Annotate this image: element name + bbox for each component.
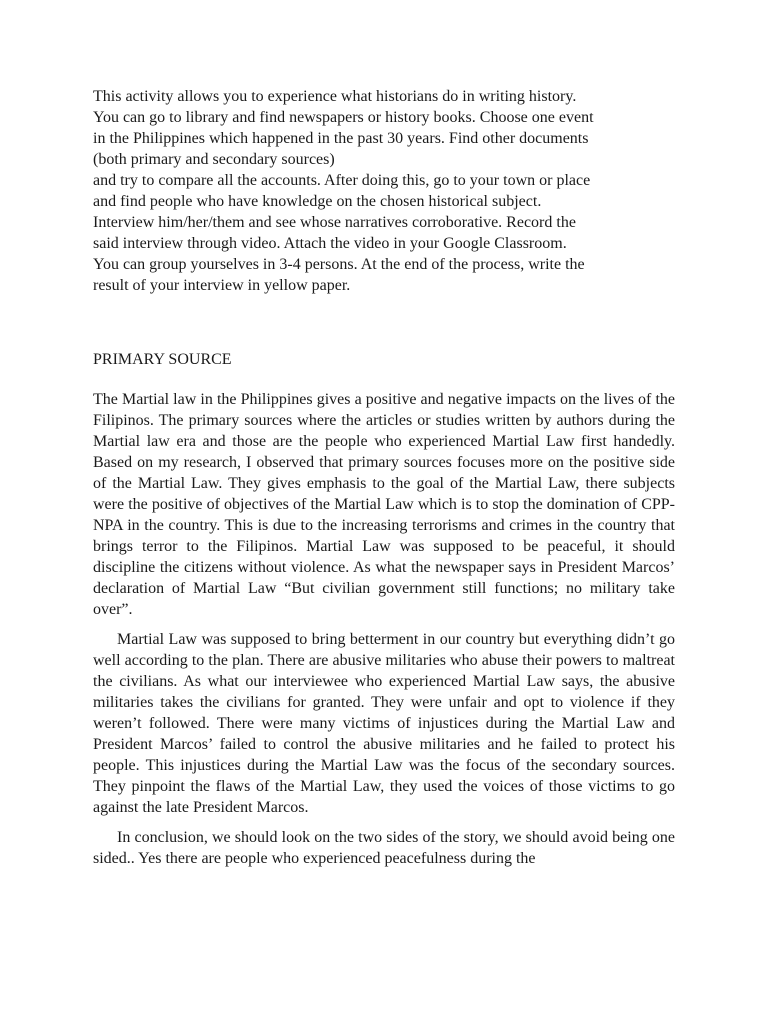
- instruction-line: (both primary and secondary sources): [93, 151, 335, 168]
- instruction-line: and find people who have knowledge on the chosen historical subject.: [93, 193, 542, 210]
- instruction-line: in the Philippines which happened in the past 30 years. Find other documents: [93, 130, 589, 147]
- body-paragraph: In conclusion, we should look on the two sides of the story, we should avoid being one sided.. Yes there are people who experienced peacefulness during the: [93, 829, 675, 867]
- instruction-line: result of your interview in yellow paper.: [93, 277, 351, 294]
- instruction-line: You can go to library and find newspapers or history books. Choose one event: [93, 109, 594, 126]
- instruction-line: Interview him/her/them and see whose narratives corroborative. Record the: [93, 214, 576, 231]
- section-heading: PRIMARY SOURCE: [93, 351, 232, 368]
- instruction-line: said interview through video. Attach the video in your Google Classroom.: [93, 235, 567, 252]
- instruction-line: You can group yourselves in 3-4 persons. At the end of the process, write the: [93, 256, 585, 273]
- body-paragraph: The Martial law in the Philippines gives a positive and negative impacts on the lives of the Filipinos. The primary sources where the articles or studies written by authors during the Martial law era and those are the people who experienced Martial Law first handedly. Based on my research, I observed that primary sources focuses more on the positive side of the Martial Law. They gives emphasis to the goal of the Martial Law, there subjects were the positive of objectives of the Martial Law which is to stop the domination of CPP-NPA in the country. This is due to the increasing terrorisms and crimes in the country that brings terror to the Filipinos. Martial Law was supposed to be peaceful, it should discipline the citizens without violence. As what the newspaper says in President Marcos’ declaration of Martial Law “But civilian government still functions; no military take over”.: [93, 391, 675, 618]
- body-paragraph: Martial Law was supposed to bring betterment in our country but everything didn’t go well according to the plan. There are abusive militaries who abuse their powers to maltreat the civilians. As what our interviewee who experienced Martial Law says, the abusive militaries takes the civilians for granted. They were unfair and opt to violence if they weren’t followed. There were many victims of injustices during the Martial Law and President Marcos’ failed to control the abusive militaries and he failed to protect his people. This injustices during the Martial Law was the focus of the secondary sources. They pinpoint the flaws of the Martial Law, they used the voices of those victims to go against the late President Marcos.: [93, 631, 675, 816]
- document-page: [93, 86, 675, 869]
- instruction-line: and try to compare all the accounts. After doing this, go to your town or place: [93, 172, 591, 189]
- instruction-line: This activity allows you to experience what historians do in writing history.: [93, 88, 577, 105]
- activity-instructions: [93, 86, 675, 296]
